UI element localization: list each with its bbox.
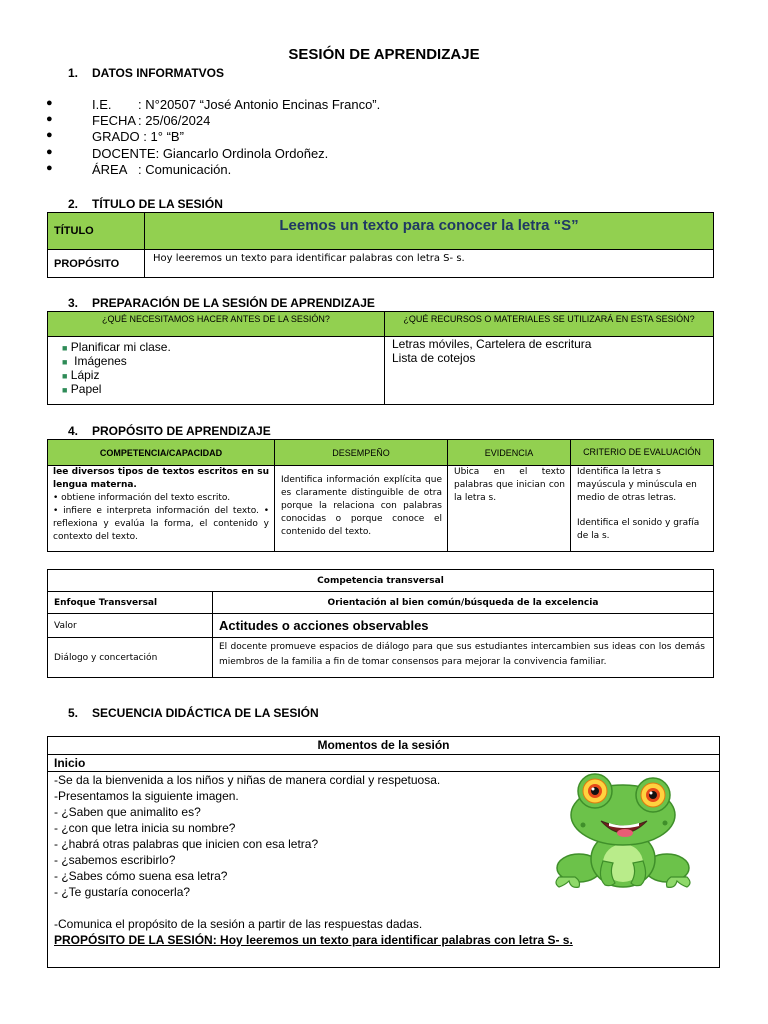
info-sep: : <box>155 146 160 161</box>
list-item <box>62 341 384 355</box>
acciones-label: Actitudes o acciones observables <box>213 614 714 638</box>
session-title: Leemos un texto para conocer la letra “S” <box>145 213 714 250</box>
resources-line: Letras móviles, Cartelera de escritura <box>392 337 592 351</box>
proposito-aprendizaje-table <box>47 439 714 552</box>
proposito-label: PROPÓSITO <box>48 250 145 278</box>
transversal-header: Competencia transversal <box>48 570 714 592</box>
list-item <box>62 369 384 383</box>
enfoque-value: Orientación al bien común/búsqueda de la excelencia <box>213 592 714 614</box>
section-number: 2. <box>68 197 79 211</box>
preparacion-table <box>47 311 714 405</box>
inicio-line: - ¿habrá otras palabras que inicien con esa letra? <box>54 837 319 851</box>
inicio-line: - ¿Saben que animalito es? <box>54 805 201 819</box>
list-item-text: Planificar mi clase. <box>70 340 171 354</box>
square-bullet-icon: ■ <box>62 371 68 381</box>
list-item <box>62 383 384 397</box>
criterio-item: Identifica la letra s mayúscula y minúscula en medio de otras letras. <box>577 467 697 503</box>
section-number: 1. <box>68 66 79 80</box>
enfoque-label: Enfoque Transversal <box>48 592 213 614</box>
section-number: 4. <box>68 424 79 438</box>
prep-resources-cell <box>385 337 714 405</box>
section-label: PREPARACIÓN DE LA SESIÓN DE APRENDIZAJE <box>92 296 375 310</box>
prep-header-resources: ¿QUÉ RECURSOS O MATERIALES SE UTILIZARÁ EN ESTA SESIÓN? <box>385 312 714 337</box>
info-value: Giancarlo Ordinola Ordoñez. <box>162 146 329 161</box>
info-value: 1° “B” <box>150 129 184 144</box>
info-value: Comunicación. <box>145 162 232 177</box>
secuencia-header: Momentos de la sesión <box>48 737 719 755</box>
criterio-cell <box>571 466 714 552</box>
dialogo-label: Diálogo y concertación <box>48 638 213 678</box>
info-key: DOCENTE <box>92 146 156 161</box>
competencia-cell <box>48 466 275 552</box>
header-evidencia: EVIDENCIA <box>448 440 571 466</box>
section-label: SECUENCIA DIDÁCTICA DE LA SESIÓN <box>92 706 319 720</box>
desempeno-cell: Identifica información explícita que es claramente distinguible de otra porque la relaciona con palabras conocidas o porque conoce el contenido del texto. <box>275 466 448 552</box>
inicio-line: -Presentamos la siguiente imagen. <box>54 789 239 803</box>
evidencia-cell: Ubica en el texto palabras que inician con la letra s. <box>448 466 571 552</box>
valor-label: Valor <box>48 614 213 638</box>
list-item-text: Lápiz <box>70 368 100 382</box>
capacidad-item: • infiere e interpreta información del texto. • reflexiona y evalúa la forma, el contenido y contexto del texto. <box>53 506 269 542</box>
bullet-icon: ● <box>46 97 53 109</box>
section-label: PROPÓSITO DE APRENDIZAJE <box>92 424 271 438</box>
info-value: N°20507 “José Antonio Encinas Franco”. <box>145 97 381 112</box>
header-criterio: CRITERIO DE EVALUACIÓN <box>571 440 714 466</box>
prep-header-before: ¿QUÉ NECESITAMOS HACER ANTES DE LA SESIÓN? <box>48 312 385 337</box>
document-title: SESIÓN DE APRENDIZAJE <box>288 46 480 63</box>
info-sep: : <box>138 113 142 128</box>
header-desempeno: DESEMPEÑO <box>275 440 448 466</box>
list-item-text: Imágenes <box>74 354 127 368</box>
info-sep: : <box>138 97 142 112</box>
info-sep: : <box>143 129 147 144</box>
square-bullet-icon: ■ <box>62 357 68 367</box>
section-number: 5. <box>68 706 79 720</box>
criterio-item: Identifica el sonido y grafía de la s. <box>577 518 700 541</box>
dialogo-value: El docente promueve espacios de diálogo para que sus estudiantes intercambien sus ideas con los demás miembros de la familia a fin de tomar consensos para mejorar la convivencia familiar. <box>213 638 714 678</box>
list-item-text: Papel <box>70 382 102 396</box>
info-key: FECHA <box>92 113 137 128</box>
info-sep: : <box>138 162 142 177</box>
section-1-heading <box>68 66 224 80</box>
section-3-heading <box>68 296 375 310</box>
inicio-line: - ¿Sabes cómo suena esa letra? <box>54 869 228 883</box>
info-item-docente <box>46 146 329 161</box>
transversal-table <box>47 569 714 678</box>
info-item-grado <box>46 129 184 144</box>
resources-line: Lista de cotejos <box>392 351 476 365</box>
competencia-main: lee diversos tipos de textos escritos en su lengua materna. <box>53 467 269 490</box>
titulo-label: TÍTULO <box>48 213 145 250</box>
section-label: DATOS INFORMATVOS <box>92 66 224 80</box>
info-item-area <box>46 162 232 177</box>
info-list <box>46 97 692 187</box>
frog-icon <box>553 773 693 891</box>
capacidad-item: • obtiene información del texto escrito. <box>53 493 231 503</box>
inicio-line: - ¿sabemos escribirlo? <box>54 853 176 867</box>
bullet-icon: ● <box>46 129 53 141</box>
list-item <box>62 355 384 369</box>
header-competencia: COMPETENCIA/CAPACIDAD <box>48 440 275 466</box>
proposito-value: Hoy leeremos un texto para identificar palabras con letra S- s. <box>145 250 714 278</box>
square-bullet-icon: ■ <box>62 385 68 395</box>
prep-before-list <box>48 337 385 405</box>
section-5-heading <box>68 706 319 720</box>
comunica-line: -Comunica el propósito de la sesión a partir de las respuestas dadas. <box>54 917 423 931</box>
inicio-line: - ¿Te gustaría conocerla? <box>54 885 191 899</box>
section-label: TÍTULO DE LA SESIÓN <box>92 197 223 211</box>
info-key: I.E. <box>92 97 112 112</box>
bullet-icon: ● <box>46 162 53 174</box>
info-key: ÁREA <box>92 162 128 177</box>
section-number: 3. <box>68 296 79 310</box>
info-value: 25/06/2024 <box>145 113 211 128</box>
square-bullet-icon: ■ <box>62 343 68 353</box>
secuencia-box <box>47 736 720 968</box>
bullet-icon: ● <box>46 146 53 158</box>
inicio-line: -Se da la bienvenida a los niños y niñas de manera cordial y respetuosa. <box>54 773 441 787</box>
info-item-ie <box>46 97 381 112</box>
section-2-heading <box>68 197 223 211</box>
section-4-heading <box>68 424 271 438</box>
titulo-table <box>47 212 714 278</box>
info-key: GRADO <box>92 129 140 144</box>
bullet-icon: ● <box>46 113 53 125</box>
info-item-fecha <box>46 113 211 128</box>
inicio-label: Inicio <box>48 755 719 772</box>
inicio-line: - ¿con que letra inicia su nombre? <box>54 821 236 835</box>
proposito-final: PROPÓSITO DE LA SESIÓN: Hoy leeremos un texto para identificar palabras con letra S- s. <box>54 933 573 947</box>
